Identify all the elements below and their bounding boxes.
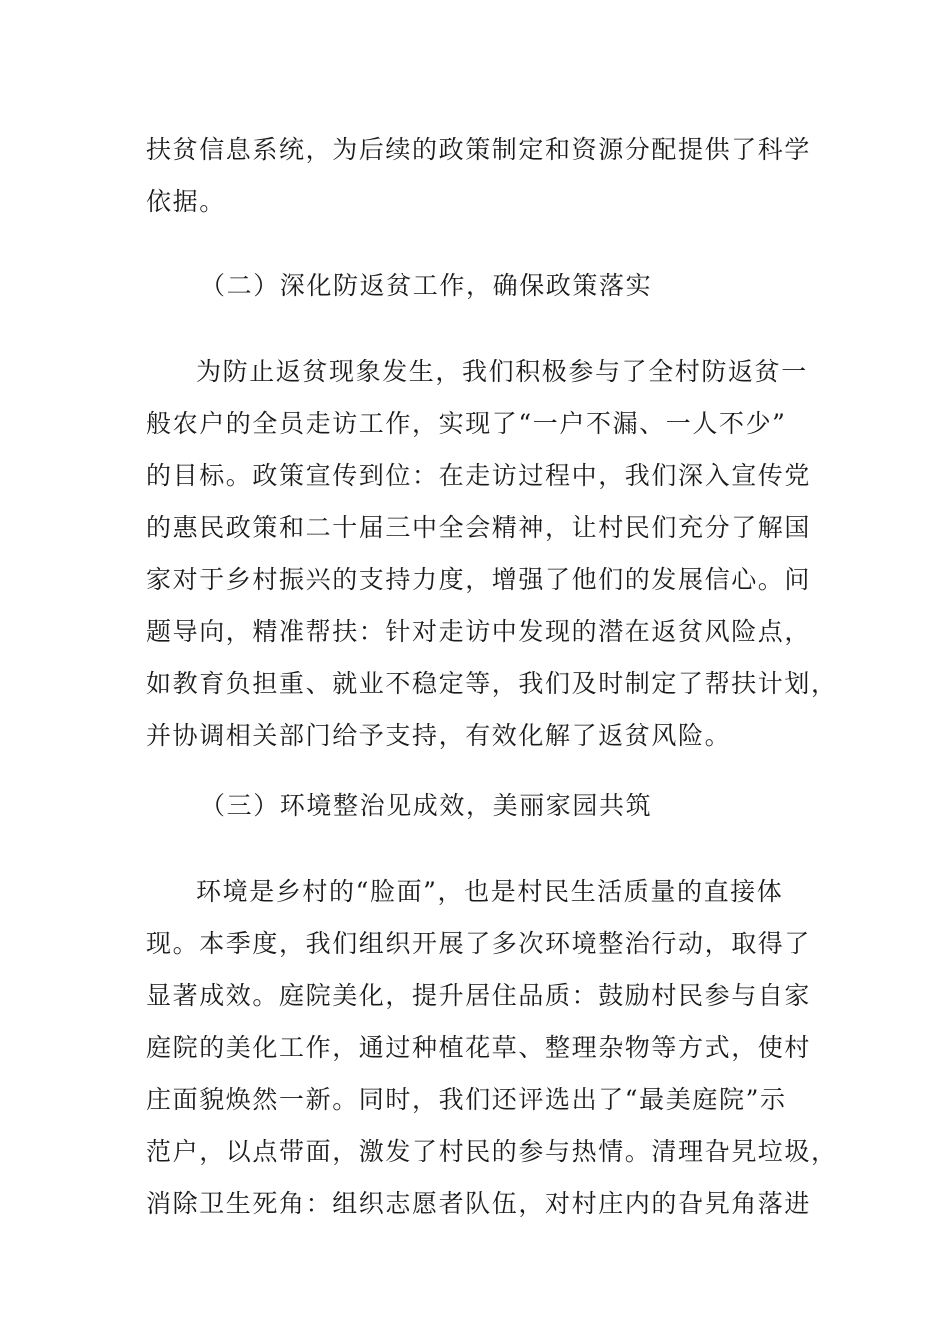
paragraph-3-line: 庭院的美化工作，通过种植花草、整理杂物等方式，使村 bbox=[146, 1033, 812, 1062]
paragraph-3-line: 庄面貌焕然一新。同时，我们还评选出了“最美庭院”示 bbox=[146, 1085, 787, 1114]
paragraph-3-line: 范户，以点带面，激发了村民的参与热情。清理旮旯垃圾， bbox=[146, 1137, 838, 1166]
section-heading-3-text: （三）环境整治见成效，美丽家园共筑 bbox=[200, 791, 653, 820]
paragraph-2-line: 为防止返贫现象发生，我们积极参与了全村防返贫一 bbox=[196, 357, 808, 386]
paragraph-1-line: 扶贫信息系统，为后续的政策制定和资源分配提供了科学 bbox=[146, 135, 812, 164]
paragraph-2-line: 如教育负担重、就业不稳定等，我们及时制定了帮扶计划， bbox=[146, 669, 838, 698]
paragraph-2-line: 的目标。政策宣传到位：在走访过程中，我们深入宣传党 bbox=[146, 461, 812, 490]
paragraph-2-line: 家对于乡村振兴的支持力度，增强了他们的发展信心。问 bbox=[146, 565, 812, 594]
paragraph-3-line: 消除卫生死角：组织志愿者队伍，对村庄内的旮旯角落进 bbox=[146, 1189, 812, 1218]
section-heading-3 bbox=[146, 780, 806, 832]
paragraph-1 bbox=[146, 124, 812, 228]
paragraph-2-line: 题导向，精准帮扶：针对走访中发现的潜在返贫风险点， bbox=[146, 617, 812, 646]
paragraph-3-line: 现。本季度，我们组织开展了多次环境整治行动，取得了 bbox=[146, 929, 812, 958]
section-heading-2-text: （二）深化防返贫工作，确保政策落实 bbox=[200, 271, 653, 300]
paragraph-2-line: 般农户的全员走访工作，实现了“一户不漏、一人不少” bbox=[146, 409, 787, 438]
section-heading-2 bbox=[146, 260, 806, 312]
paragraph-2-line: 的惠民政策和二十届三中全会精神，让村民们充分了解国 bbox=[146, 513, 812, 542]
paragraph-2-line: 并协调相关部门给予支持，有效化解了返贫风险。 bbox=[146, 721, 732, 750]
paragraph-1-line: 依据。 bbox=[146, 187, 226, 216]
paragraph-3 bbox=[146, 866, 838, 1230]
paragraph-3-line: 显著成效。庭院美化，提升居住品质：鼓励村民参与自家 bbox=[146, 981, 812, 1010]
paragraph-3-line: 环境是乡村的“脸面”，也是村民生活质量的直接体 bbox=[196, 877, 784, 906]
paragraph-2 bbox=[146, 346, 838, 762]
